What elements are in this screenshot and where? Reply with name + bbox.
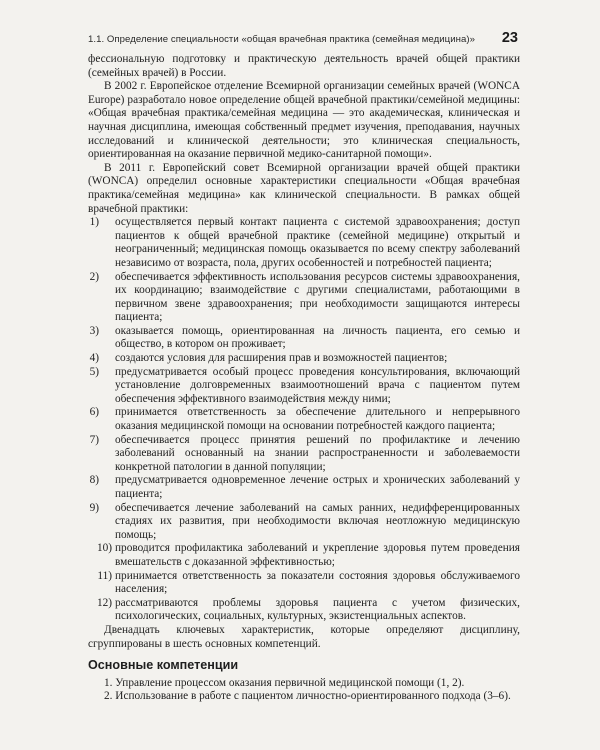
- list-item-number: 11): [97, 569, 112, 582]
- list-item-number: 8): [89, 474, 99, 487]
- paragraph-wonca-europe: В 2002 г. Европейское отделение Всемирной организации семейных врачей (WONCA Europe) разработало новое определение общей врачебной практики/семейной медицины: «Общая врачебная практика/семейная медицина — это академическая, клиническая и научная дисциплина, имеющая собственный предмет изучения, преподавания, научных исследований и клинической деятельности; это клиническая специальность, ориентированная на оказание первичной медико-санитарной помощи».: [88, 80, 520, 161]
- list-item-text: рассматриваются проблемы здоровья пациента с учетом физических, психологических, социальных, культурных, экзистенциальных аспектов.: [115, 596, 520, 623]
- running-header: 1.1. Определение специальности «общая врачебная практика (семейная медицина)»: [88, 34, 475, 45]
- list-item-text: принимается ответственность за обеспечение длительного и непрерывного оказания медицинской помощи на основании потребностей каждого пациента;: [115, 406, 520, 433]
- list-item-number: 10): [96, 542, 112, 555]
- list-item-text: обеспечивается процесс принятия решений по профилактике и лечению заболеваний основанный на знании распространенности и заболеваемости конкретной патологии в данной популяции;: [115, 433, 520, 473]
- list-item: [88, 474, 520, 501]
- list-item-text: обеспечивается лечение заболеваний на самых ранних, недифференцированных стадиях их развития, при необходимости включая неотложную медицинскую помощь;: [115, 501, 520, 541]
- list-item-number: 3): [89, 324, 99, 337]
- list-item: [88, 216, 520, 270]
- competency-item: 2. Использование в работе с пациентом личностно-ориентированного подхода (3–6).: [104, 690, 511, 703]
- characteristics-list: [88, 216, 520, 624]
- list-item: [88, 366, 520, 407]
- list-item-text: проводится профилактика заболеваний и укрепление здоровья путем проведения вмешательств с доказанной эффективностью;: [115, 542, 520, 568]
- paragraph-summary: Двенадцать ключевых характеристик, которые определяют дисциплину, сгруппированы в шесть основных компетенций.: [88, 623, 520, 650]
- list-item-number: 12): [96, 596, 112, 609]
- list-item-number: 4): [89, 352, 99, 365]
- list-item: [88, 325, 520, 352]
- list-item: [88, 434, 520, 475]
- list-item-number: 2): [89, 270, 99, 283]
- list-item: [88, 406, 520, 433]
- competency-item: 1. Управление процессом оказания первичной медицинской помощи (1, 2).: [104, 676, 465, 689]
- list-item: [88, 271, 520, 325]
- list-item-number: 7): [89, 433, 99, 446]
- list-item: [88, 542, 520, 569]
- section-heading: Основные компетенции: [88, 658, 239, 673]
- list-item-number: 9): [89, 501, 99, 514]
- list-item-text: принимается ответственность за показатели состояния здоровья обслуживаемого населения;: [115, 569, 520, 596]
- list-item-text: обеспечивается эффективность использования ресурсов системы здравоохранения, их координацию; взаимодействие с другими специалистами, работающими в первичном звене здравоохранения; при необходимости защищаются интересы пациента;: [115, 270, 520, 324]
- list-item-number: 6): [89, 406, 99, 419]
- paragraph-continued: фессиональную подготовку и практическую деятельность врачей общей практики (семейных врачей) в России.: [88, 53, 520, 79]
- list-item: [88, 352, 520, 366]
- list-item: [88, 597, 520, 624]
- list-item-text: предусматривается особый процесс проведения консультирования, включающий установление долговременных взаимоотношений врача с пациентом путем обеспечения эффективного взаимодействия между ними;: [115, 365, 520, 405]
- paragraph-wonca-2011: В 2011 г. Европейский совет Всемирной организации врачей общей практики (WONCA) определил основные характеристики специальности «Общая врачебная практика/семейная медицина» как клинической специальности. В рамках общей врачебной практики:: [88, 161, 520, 215]
- list-item-number: 5): [89, 365, 99, 378]
- page-number: 23: [501, 30, 518, 46]
- list-item: [88, 502, 520, 543]
- list-item-text: осуществляется первый контакт пациента с системой здравоохранения; доступ пациентов к общей врачебной практике (семейной медицине) открытый и неограниченный; медицинская помощь оказывается по всему спектру заболеваний независимо от возраста, пола, других особенностей и потребностей пациента;: [115, 216, 520, 269]
- list-item-text: создаются условия для расширения прав и возможностей пациентов;: [115, 352, 448, 365]
- list-item-text: оказывается помощь, ориентированная на личность пациента, его семью и общество, в котором он проживает;: [115, 324, 520, 351]
- list-item-text: предусматривается одновременное лечение острых и хронических заболеваний у пациента;: [115, 474, 520, 500]
- list-item: [88, 570, 520, 597]
- list-item-number: 1): [89, 216, 99, 229]
- page-body: [88, 53, 520, 704]
